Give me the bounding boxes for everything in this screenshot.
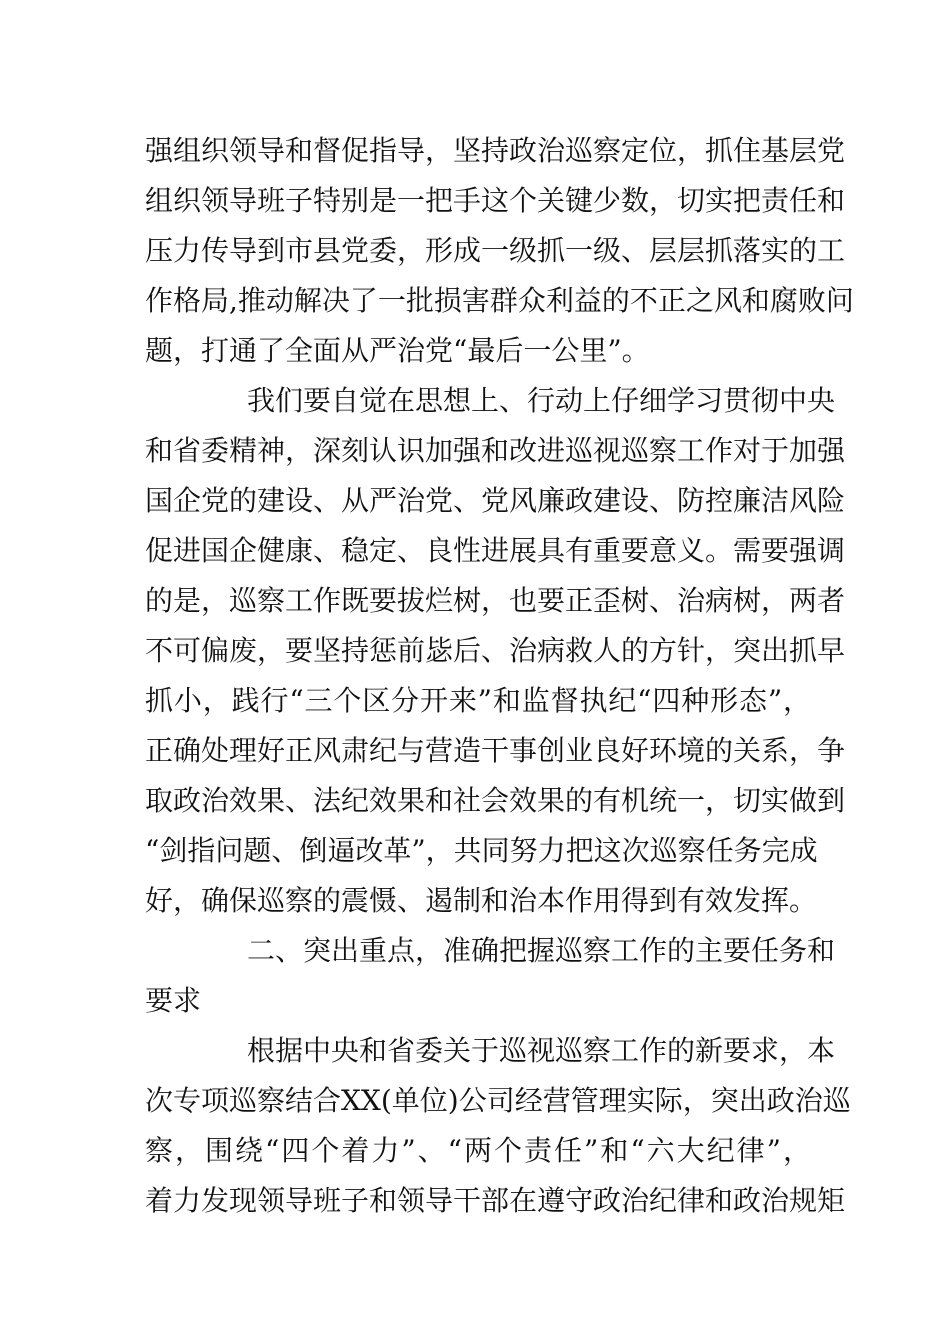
section-heading-continued: 要求 — [145, 984, 202, 1017]
text-line: 次专项巡察结合XX(单位)公司经营管理实际，突出政治巡 — [145, 1084, 851, 1117]
text-line: 国企党的建设、从严治党、党风廉政建设、防控廉洁风险 — [145, 484, 846, 517]
text-line: 正确处理好正风肃纪与营造干事创业良好环境的关系，争 — [145, 734, 846, 767]
text-line: 的是，巡察工作既要拔烂树，也要正歪树、治病树，两者 — [145, 584, 846, 617]
text-line: 压力传导到市县党委，形成一级抓一级、层层抓落实的工 — [145, 234, 846, 267]
text-line: “剑指问题、倒逼改革”，共同努力把这次巡察任务完成 — [145, 834, 818, 867]
text-line: 抓小，践行“三个区分开来”和监督执纪“四种形态”， — [145, 684, 811, 717]
text-line: 和省委精神，深刻认识加强和改进巡视巡察工作对于加强 — [145, 434, 846, 467]
text-line: 好，确保巡察的震慑、遏制和治本作用得到有效发挥。 — [145, 884, 818, 917]
paragraph-first-line: 根据中央和省委关于巡视巡察工作的新要求，本 — [247, 1034, 836, 1067]
paragraph-first-line: 我们要自觉在思想上、行动上仔细学习贯彻中央 — [247, 384, 836, 417]
text-line: 作格局,推动解决了一批损害群众利益的不正之风和腐败问 — [145, 284, 854, 317]
text-line: 强组织领导和督促指导，坚持政治巡察定位，抓住基层党 — [145, 134, 846, 167]
text-line: 着力发现领导班子和领导干部在遵守政治纪律和政治规矩 — [145, 1184, 846, 1217]
text-line: 促进国企健康、稳定、良性进展具有重要意义。需要强调 — [145, 534, 846, 567]
text-line: 组织领导班子特别是一把手这个关键少数，切实把责任和 — [145, 184, 846, 217]
text-line: 题，打通了全面从严治党“最后一公里”。 — [145, 334, 650, 367]
text-line: 不可偏废，要坚持惩前毖后、治病救人的方针，突出抓早 — [145, 634, 846, 667]
text-line: 察，围绕“四个着力”、“两个责任”和“六大纪律”， — [145, 1134, 811, 1167]
text-line: 取政治效果、法纪效果和社会效果的有机统一，切实做到 — [145, 784, 846, 817]
section-heading: 二、突出重点，准确把握巡察工作的主要任务和 — [247, 934, 836, 967]
